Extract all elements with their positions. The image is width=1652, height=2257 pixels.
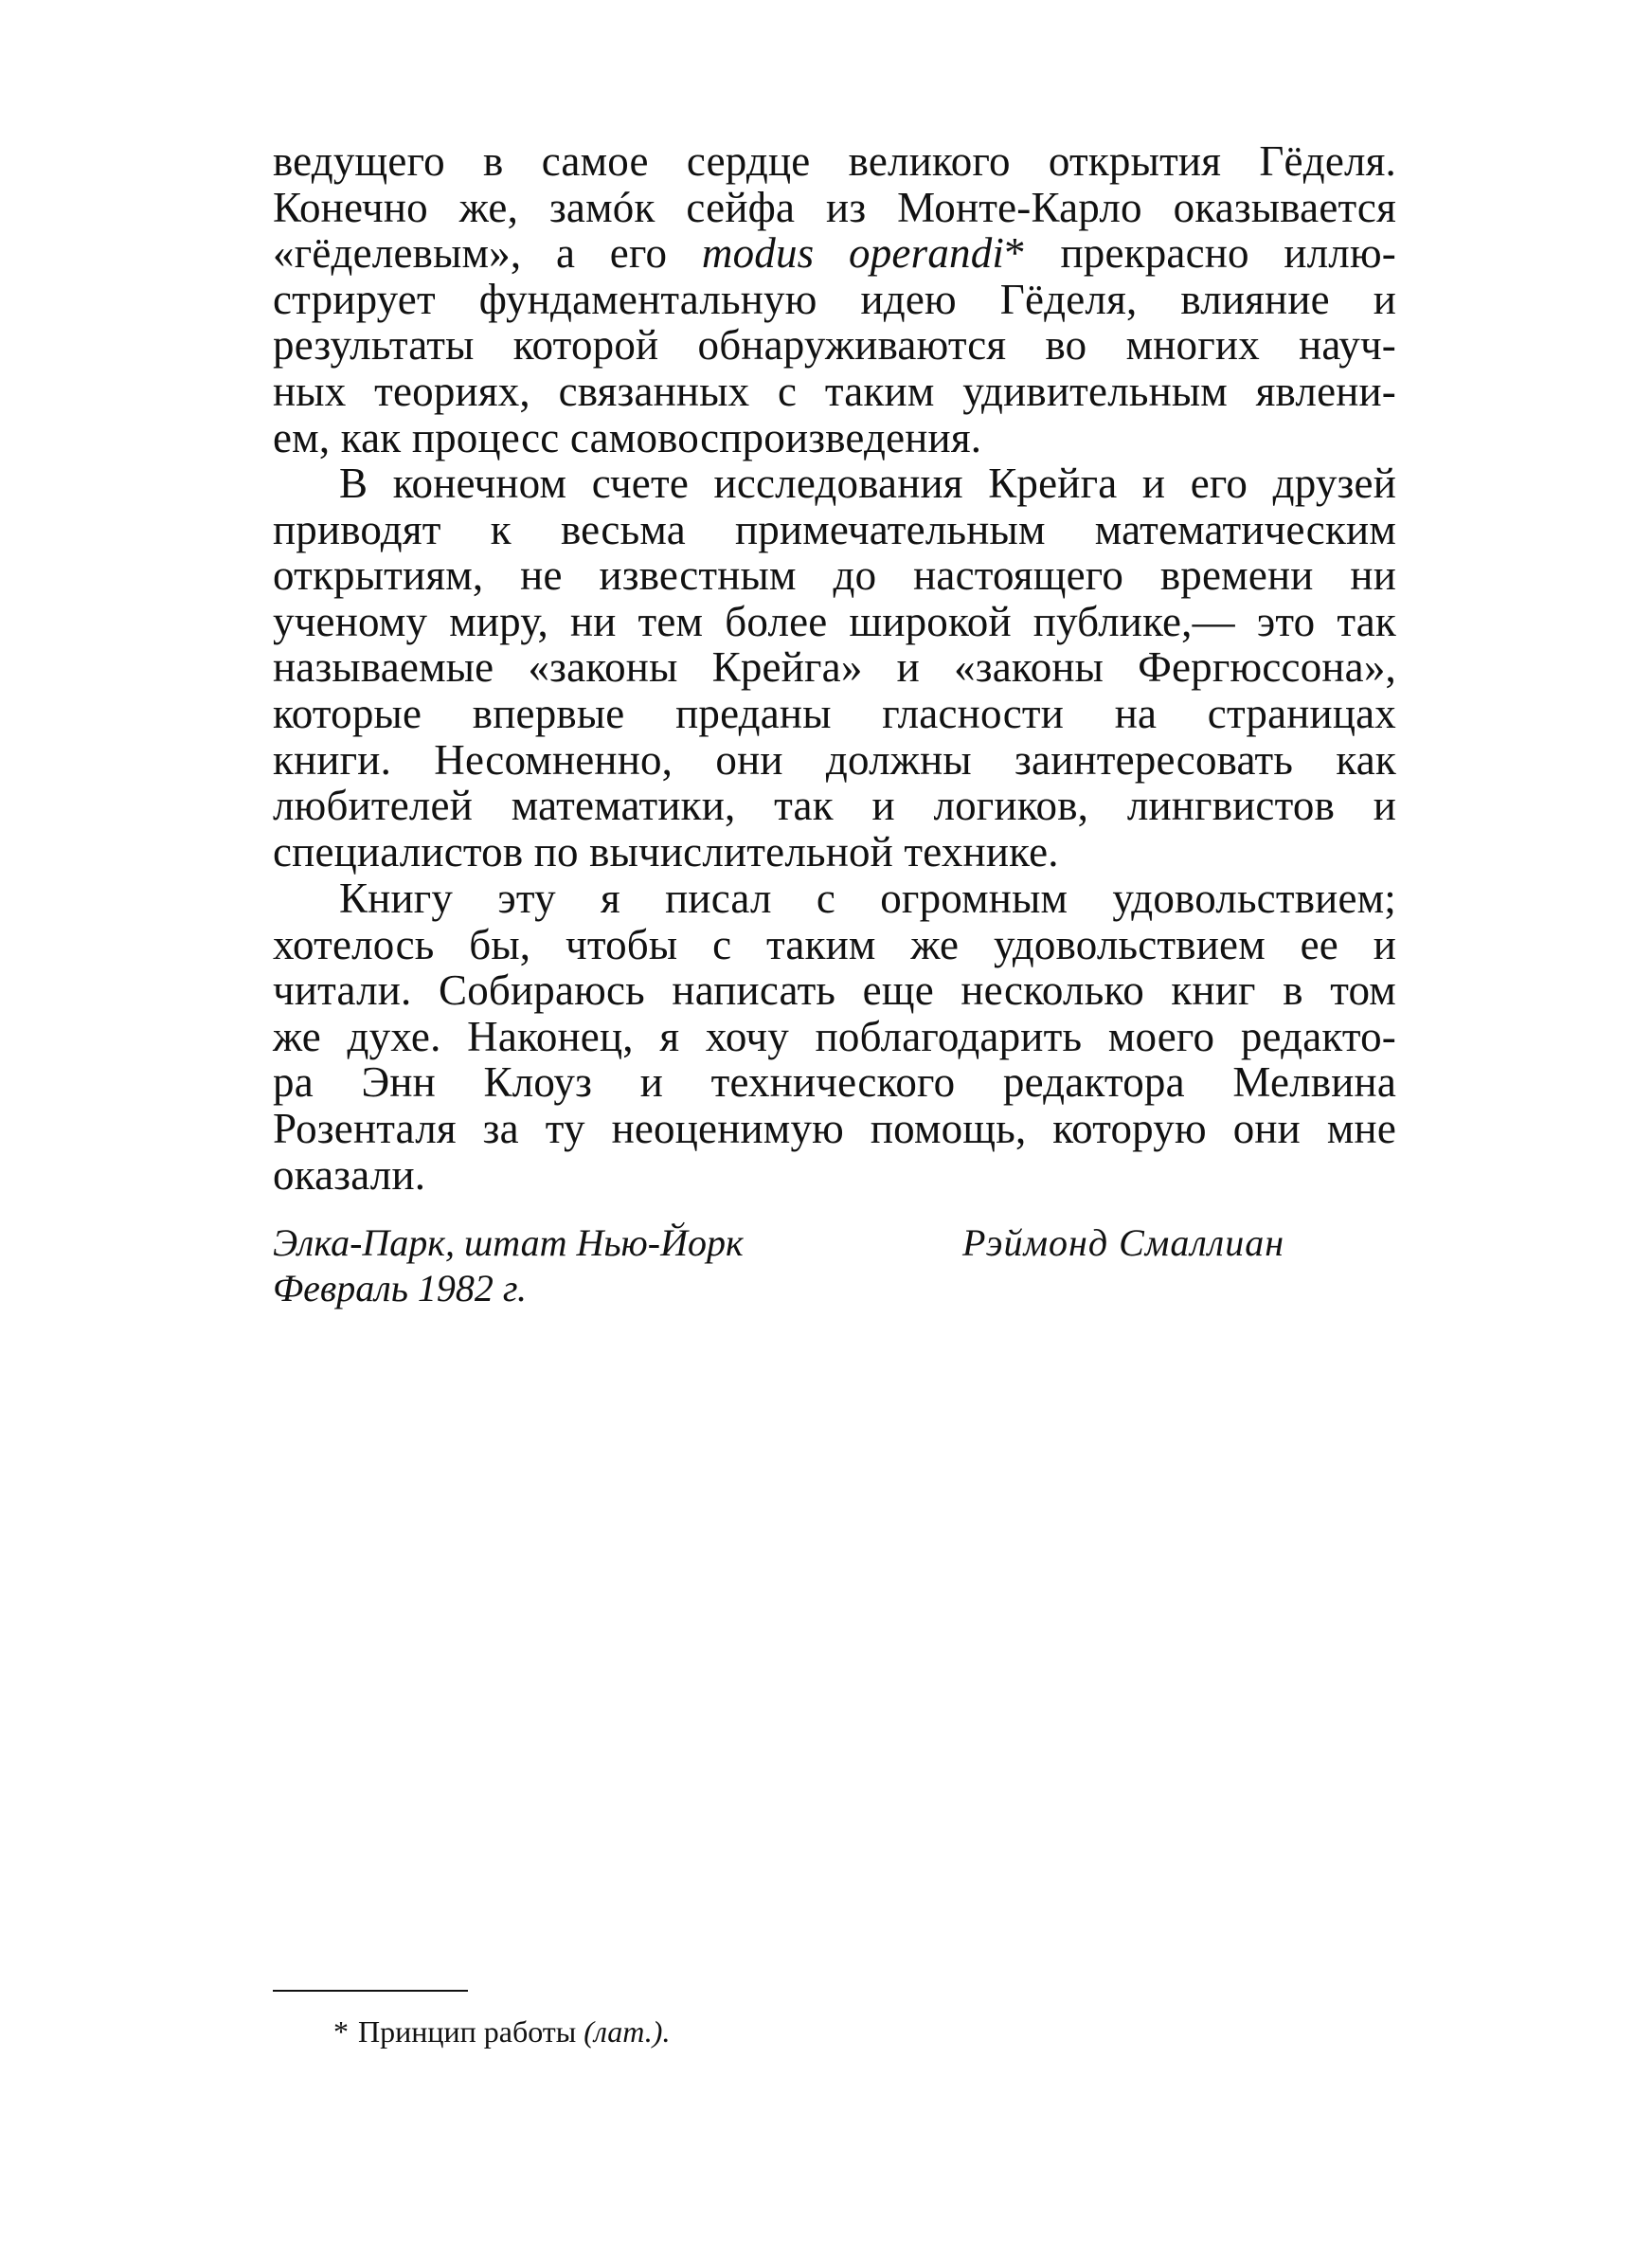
text-line: результаты которой обнаруживаются во многих науч-	[273, 321, 1396, 370]
text-fragment: * прекрасно иллю-	[1004, 229, 1396, 278]
text-line: специалистов по вычислительной технике.	[273, 827, 1059, 876]
text-line: книги. Несомненно, они должны заинтересовать как	[273, 735, 1396, 784]
text-line: В конечном счете исследования Крейга и его друзей	[339, 460, 1396, 507]
text-line: открытиям, не известным до настоящего времени ни	[273, 551, 1396, 600]
text-line: ученому миру, ни тем более широкой публике,— это так	[273, 597, 1396, 645]
text-line: же духе. Наконец, я хочу поблагодарить моего редакто-	[273, 1012, 1396, 1060]
footnote-language-note: (лат.).	[584, 2014, 671, 2049]
text-line: ем, как процесс самовоспроизведения.	[273, 413, 982, 461]
text-line: Розенталя за ту неоценимую помощь, которую они мне	[273, 1104, 1396, 1152]
text-line: которые впервые преданы гласности на страницах	[273, 689, 1396, 737]
text-line: называемые «законы Крейга» и «законы Фергюссона»,	[273, 643, 1396, 692]
text-line: хотелось бы, чтобы с таким же удовольствием ее и	[273, 920, 1396, 968]
footnote-mark: *	[333, 2014, 349, 2049]
preface-body	[273, 138, 1396, 1198]
signature-date: Февраль 1982 г.	[273, 1267, 528, 1309]
text-fragment: «гёделевым», а его	[273, 229, 702, 278]
text-line: Конечно же, замóк сейфа из Монте-Карло оказывается	[273, 183, 1396, 231]
footnote	[333, 2013, 670, 2050]
text-line: читали. Собираюсь написать еще несколько книг в том	[273, 966, 1396, 1015]
text-line: ведущего в самое сердце великого открытия Гёделя.	[273, 137, 1396, 185]
latin-phrase: modus operandi	[701, 229, 1005, 278]
text-line: стрирует фундаментальную идею Гёделя, влияние и	[273, 275, 1396, 323]
text-line	[273, 230, 1396, 277]
footnote-divider	[273, 1990, 468, 1992]
signature-place: Элка-Парк, штат Нью-Йорк	[273, 1221, 744, 1264]
text-line: оказали.	[273, 1150, 426, 1199]
footnote-text: Принцип работы	[358, 2014, 584, 2049]
text-line: любителей математики, так и логиков, лингвистов и	[273, 782, 1396, 830]
text-line: ра Энн Клоуз и технического редактора Мелвина	[273, 1058, 1396, 1107]
paragraph-1	[273, 138, 1396, 460]
text-line: ных теориях, связанных с таким удивительным явлени-	[273, 367, 1396, 415]
paragraph-3	[273, 876, 1396, 1198]
text-line: приводят к весьма примечательным математическим	[273, 505, 1396, 553]
paragraph-2	[273, 460, 1396, 876]
text-line: Книгу эту я писал с огромным удовольствием;	[339, 875, 1396, 922]
signature-author: Рэймонд Смаллиан	[962, 1221, 1285, 1264]
